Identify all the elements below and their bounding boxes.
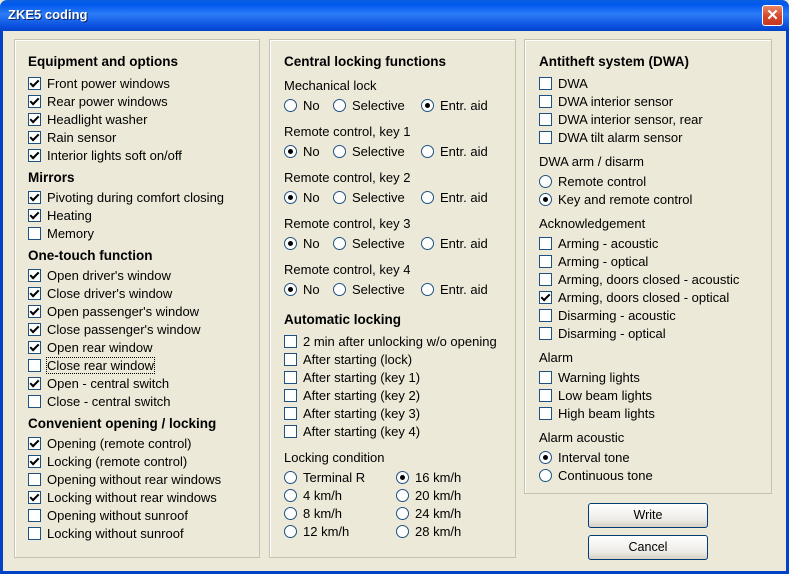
- checkbox-low-beam-lights[interactable]: [539, 387, 652, 405]
- radio-circle[interactable]: [396, 471, 409, 484]
- option-label: Selective: [352, 282, 405, 297]
- option-label: Heating: [47, 208, 92, 223]
- radio-28-km-h[interactable]: [396, 523, 461, 541]
- radio-circle[interactable]: [421, 145, 434, 158]
- checkbox-box[interactable]: [539, 371, 552, 384]
- checkbox-box[interactable]: [539, 273, 552, 286]
- radio-circle[interactable]: [539, 451, 552, 464]
- radio-remote-control-key-4-entr-aid[interactable]: [421, 281, 488, 299]
- checkbox-box[interactable]: [539, 309, 552, 322]
- radio-remote-control-key-3-selective[interactable]: [333, 235, 405, 253]
- checkbox-open-central-switch[interactable]: [28, 375, 169, 393]
- radio-circle[interactable]: [396, 489, 409, 502]
- checkbox-box[interactable]: [28, 341, 41, 354]
- option-label: 28 km/h: [415, 524, 462, 539]
- option-label: Open passenger's window: [47, 304, 200, 319]
- section-one-touch: One-touch function: [28, 248, 153, 263]
- close-button[interactable]: [762, 5, 783, 26]
- radio-circle[interactable]: [396, 525, 409, 538]
- checkbox-2-min-after-unlocking-w-o-opening[interactable]: [284, 333, 497, 351]
- option-label: DWA interior sensor: [558, 94, 674, 109]
- checkbox-box[interactable]: [28, 287, 41, 300]
- checkbox-box[interactable]: [28, 509, 41, 522]
- alarm-acoustic-label: Alarm acoustic: [539, 430, 625, 445]
- checkbox-locking-without-rear-windows[interactable]: [28, 489, 217, 507]
- checkbox-box[interactable]: [28, 95, 41, 108]
- option-label: Opening without sunroof: [47, 508, 188, 523]
- checkbox-locking-remote-control[interactable]: [28, 453, 187, 471]
- checkbox-dwa[interactable]: [539, 75, 588, 93]
- option-label: Close passenger's window: [47, 322, 201, 337]
- group-label-remote-control-key-4: Remote control, key 4: [284, 262, 411, 277]
- radio-remote-control-key-1-entr-aid[interactable]: [421, 143, 488, 161]
- locking-condition-label: Locking condition: [284, 450, 385, 465]
- checkbox-box[interactable]: [28, 149, 41, 162]
- checkbox-box[interactable]: [284, 353, 297, 366]
- section-auto-locking: Automatic locking: [284, 312, 402, 327]
- checkbox-box[interactable]: [28, 209, 41, 222]
- radio-interval-tone[interactable]: [539, 449, 630, 467]
- checkbox-box[interactable]: [539, 255, 552, 268]
- radio-remote-control-key-1-selective[interactable]: [333, 143, 405, 161]
- radio-mechanical-lock-selective[interactable]: [333, 97, 405, 115]
- group-label-mechanical-lock: Mechanical lock: [284, 78, 377, 93]
- radio-circle[interactable]: [284, 283, 297, 296]
- option-label: Interval tone: [558, 450, 630, 465]
- option-label: Rain sensor: [47, 130, 117, 145]
- radio-8-km-h[interactable]: [284, 505, 342, 523]
- checkbox-arming-doors-closed-acoustic[interactable]: [539, 271, 739, 289]
- checkbox-box[interactable]: [28, 455, 41, 468]
- radio-circle[interactable]: [421, 237, 434, 250]
- alarm-label: Alarm: [539, 350, 573, 365]
- option-label: Arming - optical: [558, 254, 649, 269]
- option-label: Pivoting during comfort closing: [47, 190, 225, 205]
- option-label: Open - central switch: [47, 376, 170, 391]
- checkbox-dwa-interior-sensor[interactable]: [539, 93, 673, 111]
- option-label: 20 km/h: [415, 488, 462, 503]
- option-label: Front power windows: [47, 76, 170, 91]
- option-label: Locking (remote control): [47, 454, 188, 469]
- radio-remote-control-key-4-no[interactable]: [284, 281, 320, 299]
- checkbox-box[interactable]: [539, 77, 552, 90]
- option-label: Memory: [47, 226, 94, 241]
- checkbox-box[interactable]: [539, 131, 552, 144]
- checkbox-box[interactable]: [284, 371, 297, 384]
- checkbox-box[interactable]: [28, 491, 41, 504]
- checkbox-box[interactable]: [284, 389, 297, 402]
- radio-circle[interactable]: [539, 175, 552, 188]
- checkbox-box[interactable]: [28, 395, 41, 408]
- checkbox-box[interactable]: [28, 473, 41, 486]
- checkbox-close-rear-window[interactable]: [28, 357, 154, 375]
- radio-4-km-h[interactable]: [284, 487, 342, 505]
- option-label: After starting (lock): [303, 352, 413, 367]
- option-label: 2 min after unlocking w/o opening: [303, 334, 497, 349]
- option-label: Arming - acoustic: [558, 236, 659, 251]
- option-label: Open driver's window: [47, 268, 171, 283]
- radio-12-km-h[interactable]: [284, 523, 349, 541]
- radio-remote-control-key-3-entr-aid[interactable]: [421, 235, 488, 253]
- checkbox-box[interactable]: [539, 95, 552, 108]
- arm-disarm-label: DWA arm / disarm: [539, 154, 644, 169]
- option-label: Entr. aid: [440, 190, 488, 205]
- checkbox-box[interactable]: [28, 191, 41, 204]
- option-label: Close rear window: [47, 358, 154, 373]
- option-label: Continuous tone: [558, 468, 653, 483]
- option-label: Terminal R: [303, 470, 366, 485]
- checkbox-opening-without-rear-windows[interactable]: [28, 471, 221, 489]
- checkbox-close-central-switch[interactable]: [28, 393, 171, 411]
- option-label: No: [303, 236, 320, 251]
- checkbox-box[interactable]: [539, 291, 552, 304]
- option-label: DWA: [558, 76, 588, 91]
- option-label: Arming, doors closed - optical: [558, 290, 730, 305]
- checkbox-box[interactable]: [539, 237, 552, 250]
- option-label: Disarming - optical: [558, 326, 666, 341]
- checkbox-disarming-optical[interactable]: [539, 325, 666, 343]
- checkbox-box[interactable]: [284, 425, 297, 438]
- option-label: Close - central switch: [47, 394, 171, 409]
- radio-circle[interactable]: [284, 525, 297, 538]
- option-label: No: [303, 282, 320, 297]
- checkbox-disarming-acoustic[interactable]: [539, 307, 676, 325]
- option-label: Entr. aid: [440, 144, 488, 159]
- radio-circle[interactable]: [333, 283, 346, 296]
- section-antitheft: Antitheft system (DWA): [539, 54, 690, 69]
- checkbox-arming-optical[interactable]: [539, 253, 648, 271]
- option-label: Selective: [352, 190, 405, 205]
- option-label: After starting (key 4): [303, 424, 421, 439]
- title-bar[interactable]: [0, 0, 789, 31]
- checkbox-box[interactable]: [28, 527, 41, 540]
- radio-continuous-tone[interactable]: [539, 467, 653, 485]
- radio-circle[interactable]: [333, 145, 346, 158]
- close-icon: ✕: [766, 7, 779, 24]
- checkbox-box[interactable]: [28, 359, 41, 372]
- section-convenient: Convenient opening / locking: [28, 416, 217, 431]
- checkbox-memory[interactable]: [28, 225, 94, 243]
- section-mirrors: Mirrors: [28, 170, 75, 185]
- checkbox-arming-acoustic[interactable]: [539, 235, 658, 253]
- radio-circle[interactable]: [284, 237, 297, 250]
- radio-terminal-r[interactable]: [284, 469, 365, 487]
- checkbox-pivoting-during-comfort-closing[interactable]: [28, 189, 224, 207]
- checkbox-open-passenger-s-window[interactable]: [28, 303, 199, 321]
- option-label: Rear power windows: [47, 94, 168, 109]
- option-label: Low beam lights: [558, 388, 652, 403]
- checkbox-front-power-windows[interactable]: [28, 75, 170, 93]
- option-label: Entr. aid: [440, 282, 488, 297]
- option-label: Locking without rear windows: [47, 490, 217, 505]
- checkbox-close-driver-s-window[interactable]: [28, 285, 172, 303]
- checkbox-headlight-washer[interactable]: [28, 111, 147, 129]
- option-label: After starting (key 3): [303, 406, 421, 421]
- radio-20-km-h[interactable]: [396, 487, 461, 505]
- write-button[interactable]: Write: [588, 503, 708, 528]
- window-title: ZKE5 coding: [8, 7, 88, 22]
- checkbox-box[interactable]: [539, 327, 552, 340]
- option-label: 24 km/h: [415, 506, 462, 521]
- option-label: Opening without rear windows: [47, 472, 222, 487]
- radio-remote-control[interactable]: [539, 173, 646, 191]
- radio-circle[interactable]: [333, 99, 346, 112]
- checkbox-box[interactable]: [284, 407, 297, 420]
- checkbox-after-starting-lock[interactable]: [284, 351, 412, 369]
- option-label: Key and remote control: [558, 192, 693, 207]
- checkbox-box[interactable]: [28, 227, 41, 240]
- checkbox-open-rear-window[interactable]: [28, 339, 153, 357]
- option-label: 12 km/h: [303, 524, 350, 539]
- option-label: Arming, doors closed - acoustic: [558, 272, 740, 287]
- option-label: No: [303, 190, 320, 205]
- radio-remote-control-key-3-no[interactable]: [284, 235, 320, 253]
- option-label: 4 km/h: [303, 488, 343, 503]
- checkbox-dwa-interior-sensor-rear[interactable]: [539, 111, 703, 129]
- checkbox-after-starting-key-4[interactable]: [284, 423, 420, 441]
- radio-remote-control-key-2-no[interactable]: [284, 189, 320, 207]
- option-label: High beam lights: [558, 406, 655, 421]
- radio-circle[interactable]: [421, 99, 434, 112]
- group-label-remote-control-key-2: Remote control, key 2: [284, 170, 411, 185]
- option-label: Entr. aid: [440, 236, 488, 251]
- radio-circle[interactable]: [539, 469, 552, 482]
- radio-circle[interactable]: [284, 489, 297, 502]
- radio-16-km-h[interactable]: [396, 469, 461, 487]
- option-label: No: [303, 144, 320, 159]
- radio-circle[interactable]: [284, 145, 297, 158]
- checkbox-close-passenger-s-window[interactable]: [28, 321, 201, 339]
- checkbox-opening-remote-control[interactable]: [28, 435, 192, 453]
- radio-circle[interactable]: [333, 237, 346, 250]
- radio-key-and-remote-control[interactable]: [539, 191, 692, 209]
- cancel-button[interactable]: Cancel: [588, 535, 708, 560]
- checkbox-after-starting-key-3[interactable]: [284, 405, 420, 423]
- checkbox-rear-power-windows[interactable]: [28, 93, 168, 111]
- checkbox-box[interactable]: [28, 77, 41, 90]
- acknowledgement-label: Acknowledgement: [539, 216, 646, 231]
- option-label: Remote control: [558, 174, 647, 189]
- option-label: DWA tilt alarm sensor: [558, 130, 683, 145]
- option-label: Selective: [352, 144, 405, 159]
- radio-remote-control-key-4-selective[interactable]: [333, 281, 405, 299]
- radio-circle[interactable]: [284, 191, 297, 204]
- option-label: 16 km/h: [415, 470, 462, 485]
- checkbox-rain-sensor[interactable]: [28, 129, 116, 147]
- option-label: Open rear window: [47, 340, 153, 355]
- checkbox-box[interactable]: [28, 131, 41, 144]
- checkbox-open-driver-s-window[interactable]: [28, 267, 171, 285]
- radio-remote-control-key-1-no[interactable]: [284, 143, 320, 161]
- radio-circle[interactable]: [421, 283, 434, 296]
- radio-circle[interactable]: [421, 191, 434, 204]
- option-label: DWA interior sensor, rear: [558, 112, 703, 127]
- option-label: Entr. aid: [440, 98, 488, 113]
- checkbox-dwa-tilt-alarm-sensor[interactable]: [539, 129, 683, 147]
- checkbox-box[interactable]: [28, 323, 41, 336]
- checkbox-after-starting-key-2[interactable]: [284, 387, 420, 405]
- checkbox-box[interactable]: [28, 305, 41, 318]
- option-label: Interior lights soft on/off: [47, 148, 182, 163]
- group-label-remote-control-key-3: Remote control, key 3: [284, 216, 411, 231]
- option-label: After starting (key 2): [303, 388, 421, 403]
- checkbox-box[interactable]: [539, 389, 552, 402]
- checkbox-interior-lights-soft-on-off[interactable]: [28, 147, 182, 165]
- checkbox-high-beam-lights[interactable]: [539, 405, 655, 423]
- checkbox-warning-lights[interactable]: [539, 369, 640, 387]
- checkbox-box[interactable]: [539, 113, 552, 126]
- radio-circle[interactable]: [539, 193, 552, 206]
- radio-24-km-h[interactable]: [396, 505, 461, 523]
- radio-circle[interactable]: [284, 471, 297, 484]
- option-label: Close driver's window: [47, 286, 173, 301]
- section-central-locking: Central locking functions: [284, 54, 447, 69]
- checkbox-box[interactable]: [28, 437, 41, 450]
- radio-circle[interactable]: [396, 507, 409, 520]
- checkbox-box[interactable]: [284, 335, 297, 348]
- option-label: Selective: [352, 98, 405, 113]
- radio-circle[interactable]: [284, 507, 297, 520]
- checkbox-box[interactable]: [28, 269, 41, 282]
- radio-remote-control-key-2-entr-aid[interactable]: [421, 189, 488, 207]
- radio-circle[interactable]: [284, 99, 297, 112]
- checkbox-opening-without-sunroof[interactable]: [28, 507, 188, 525]
- group-label-remote-control-key-1: Remote control, key 1: [284, 124, 411, 139]
- radio-mechanical-lock-no[interactable]: [284, 97, 320, 115]
- checkbox-box[interactable]: [28, 377, 41, 390]
- option-label: Selective: [352, 236, 405, 251]
- checkbox-after-starting-key-1[interactable]: [284, 369, 420, 387]
- option-label: 8 km/h: [303, 506, 343, 521]
- section-equipment: Equipment and options: [28, 54, 178, 69]
- checkbox-box[interactable]: [28, 113, 41, 126]
- checkbox-arming-doors-closed-optical[interactable]: [539, 289, 729, 307]
- option-label: After starting (key 1): [303, 370, 421, 385]
- option-label: Headlight washer: [47, 112, 148, 127]
- option-label: Opening (remote control): [47, 436, 192, 451]
- radio-remote-control-key-2-selective[interactable]: [333, 189, 405, 207]
- option-label: Disarming - acoustic: [558, 308, 676, 323]
- checkbox-heating[interactable]: [28, 207, 92, 225]
- checkbox-box[interactable]: [539, 407, 552, 420]
- option-label: Warning lights: [558, 370, 640, 385]
- radio-circle[interactable]: [333, 191, 346, 204]
- option-label: No: [303, 98, 320, 113]
- option-label: Locking without sunroof: [47, 526, 184, 541]
- checkbox-locking-without-sunroof[interactable]: [28, 525, 184, 543]
- radio-mechanical-lock-entr-aid[interactable]: [421, 97, 488, 115]
